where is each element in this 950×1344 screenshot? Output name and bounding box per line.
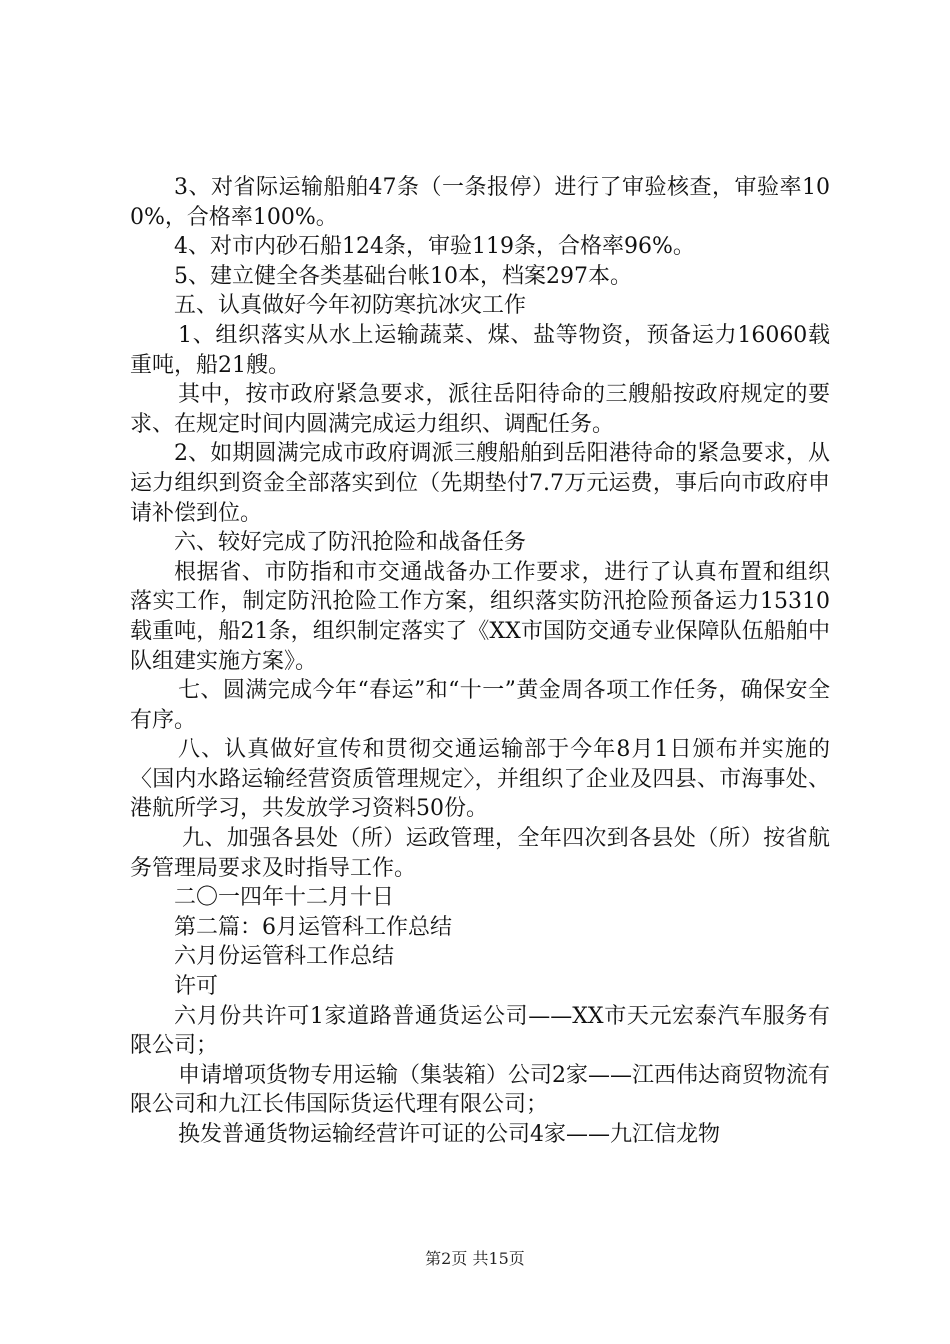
document-title: 六月份运管科工作总结 — [174, 944, 395, 970]
paragraph: 3、对省际运输船舶47条（一条报停）进行了审验核查，审验率100%，合格率100%。 — [130, 175, 830, 230]
paragraph: 4、对市内砂石船124条，审验119条，合格率96%。 — [174, 234, 695, 260]
section-heading: 八、认真做好宣传和贯彻交通运输部于今年8月1日颁布并实施的〈国内水路运输经营资质管理规定〉，并组织了企业及四县、市海事处、港航所学习，共发放学习资料50份。 — [130, 737, 830, 822]
chapter-title: 第二篇：6月运管科工作总结 — [174, 914, 452, 940]
page-number: 第2页 共15页 — [425, 1249, 525, 1268]
paragraph: 5、建立健全各类基础台帐10本，档案297本。 — [174, 263, 632, 289]
date-line: 二〇一四年十二月十日 — [174, 885, 395, 911]
document-body — [130, 173, 830, 1150]
paragraph: 2、如期圆满完成市政府调派三艘船舶到岳阳港待命的紧急要求，从运力组织到资金全部落实到位（先期垫付7.7万元运费，事后向市政府申请补偿到位。 — [130, 441, 830, 526]
paragraph: 换发普通货物运输经营许可证的公司4家——九江信龙物 — [178, 1122, 720, 1147]
section-heading: 许可 — [174, 974, 219, 1000]
section-heading: 五、认真做好今年初防寒抗冰灾工作 — [174, 293, 527, 319]
page-footer — [0, 1246, 950, 1269]
paragraph: 申请增项货物专用运输（集装箱）公司2家——江西伟达商贸物流有限公司和九江长伟国际货运代理有限公司； — [130, 1062, 830, 1118]
section-heading: 七、圆满完成今年“春运”和“十一”黄金周各项工作任务，确保安全有序。 — [130, 678, 830, 733]
paragraph: 其中，按市政府紧急要求，派往岳阳待命的三艘船按政府规定的要求、在规定时间内圆满完成运力组织、调配任务。 — [130, 382, 830, 437]
paragraph: 六月份共许可1家道路普通货运公司——XX市天元宏泰汽车服务有限公司； — [130, 1003, 830, 1059]
paragraph: 1、组织落实从水上运输蔬菜、煤、盐等物资，预备运力16060载重吨，船21艘。 — [130, 322, 830, 378]
paragraph: 根据省、市防指和市交通战备办工作要求，进行了认真布置和组织落实工作，制定防汛抢险工作方案，组织落实防汛抢险预备运力15310载重吨，船21条，组织制定落实了《XX市国防交通专业保障队伍船舶中队组建实施方案》。 — [130, 559, 830, 674]
section-heading: 九、加强各县处（所）运政管理，全年四次到各县处（所）按省航务管理局要求及时指导工作。 — [130, 826, 830, 881]
section-heading: 六、较好完成了防汛抢险和战备任务 — [174, 530, 527, 556]
